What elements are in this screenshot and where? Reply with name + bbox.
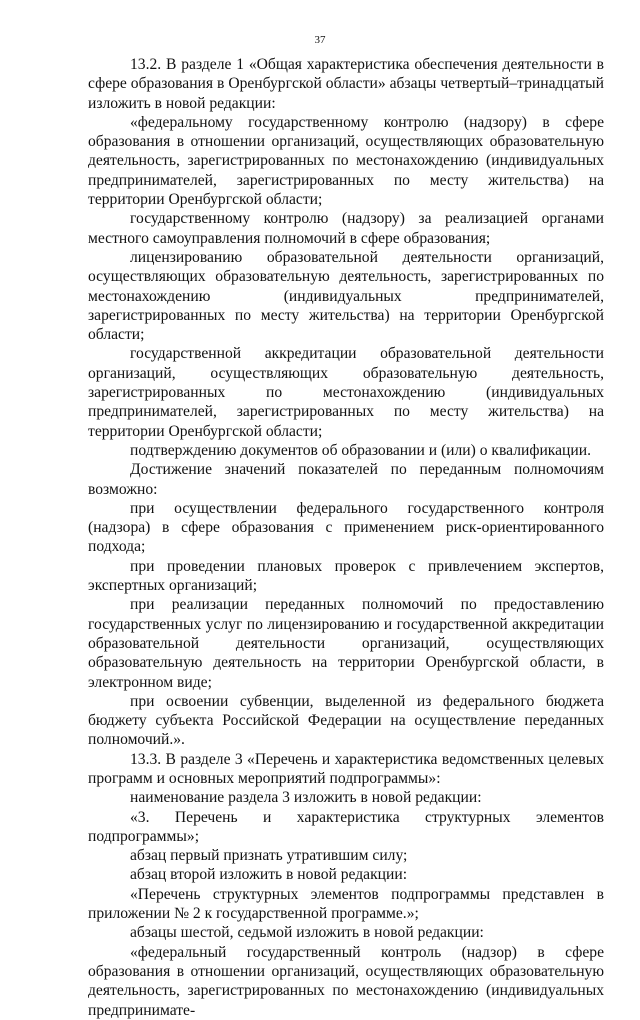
paragraph-achievement: Достижение значений показателей по переданным полномочиям возможно: bbox=[88, 461, 604, 498]
page-number: 37 bbox=[314, 34, 326, 46]
paragraph-state-control: государственному контролю (надзору) за реализацией органами местного самоуправления полномочий в сфере образования; bbox=[88, 210, 604, 247]
paragraph-section-name: наименование раздела 3 изложить в новой редакции: bbox=[130, 789, 482, 807]
paragraph-13-3: 13.3. В разделе 3 «Перечень и характеристика ведомственных целевых программ и основных мероприятий подпрограммы»: bbox=[88, 750, 604, 787]
paragraph-risk-approach: при осуществлении федерального государственного контроля (надзора) в сфере образования с применением риск-ориентированного подхода; bbox=[88, 499, 604, 556]
paragraph-section-title: «3. Перечень и характеристика структурных элементов подпрограммы»; bbox=[88, 808, 604, 845]
paragraph-licensing: лицензированию образовательной деятельности организаций, осуществляющих образовательную деятельность, зарегистрированных по местонахождению (индивидуальных предпринимателей, зарегистрированных по месту жительства) на территории Оренбургской области; bbox=[88, 248, 604, 344]
paragraph-sixth-seventh: абзацы шестой, седьмой изложить в новой редакции: bbox=[130, 924, 484, 942]
paragraph-first-void: абзац первый признать утратившим силу; bbox=[130, 847, 408, 865]
paragraph-electronic-services: при реализации переданных полномочий по предоставлению государственных услуг по лицензированию и государственной аккредитации образовательной деятельности организаций, осуществляющих образовательную деятельность на территории Оренбургской области, в электронном виде; bbox=[88, 596, 604, 691]
paragraph-federal-control-new: «федеральный государственный контроль (надзор) в сфере образования в отношении организаций, осуществляющих образовательную деятельность, зарегистрированных по местонахождению (индивидуальных предпринимате- bbox=[88, 943, 604, 1019]
paragraph-list-appendix: «Перечень структурных элементов подпрограммы представлен в приложении № 2 к государственной программе.»; bbox=[88, 885, 604, 923]
paragraph-planned-checks: при проведении плановых проверок с привлечением экспертов, экспертных организаций; bbox=[88, 557, 604, 595]
paragraph-documents: подтверждению документов об образовании и (или) о квалификации. bbox=[130, 441, 591, 459]
paragraph-13-2: 13.2. В разделе 1 «Общая характеристика обеспечения деятельности в сфере образования в Оренбургской области» абзацы четвертый–тринадцатый изложить в новой редакции: bbox=[88, 56, 604, 112]
paragraph-subvention: при освоении субвенции, выделенной из федерального бюджета бюджету субъекта Российской Федерации на осуществление переданных полномочий.». bbox=[88, 692, 604, 749]
document-body bbox=[88, 55, 604, 1020]
paragraph-accreditation: государственной аккредитации образовательной деятельности организаций, осуществляющих образовательную деятельность, зарегистрированных по местонахождению (индивидуальных предпринимателей, зарегистрированных по месту жительства) на территории Оренбургской области; bbox=[88, 345, 604, 440]
paragraph-federal-control: «федеральному государственному контролю (надзору) в сфере образования в отношении организаций, осуществляющих образовательную деятельность, зарегистрированных по местонахождению (индивидуальных предпринимателей, зарегистрированных по месту жительства) на территории Оренбургской области; bbox=[88, 113, 604, 209]
paragraph-second-new: абзац второй изложить в новой редакции: bbox=[130, 866, 408, 884]
